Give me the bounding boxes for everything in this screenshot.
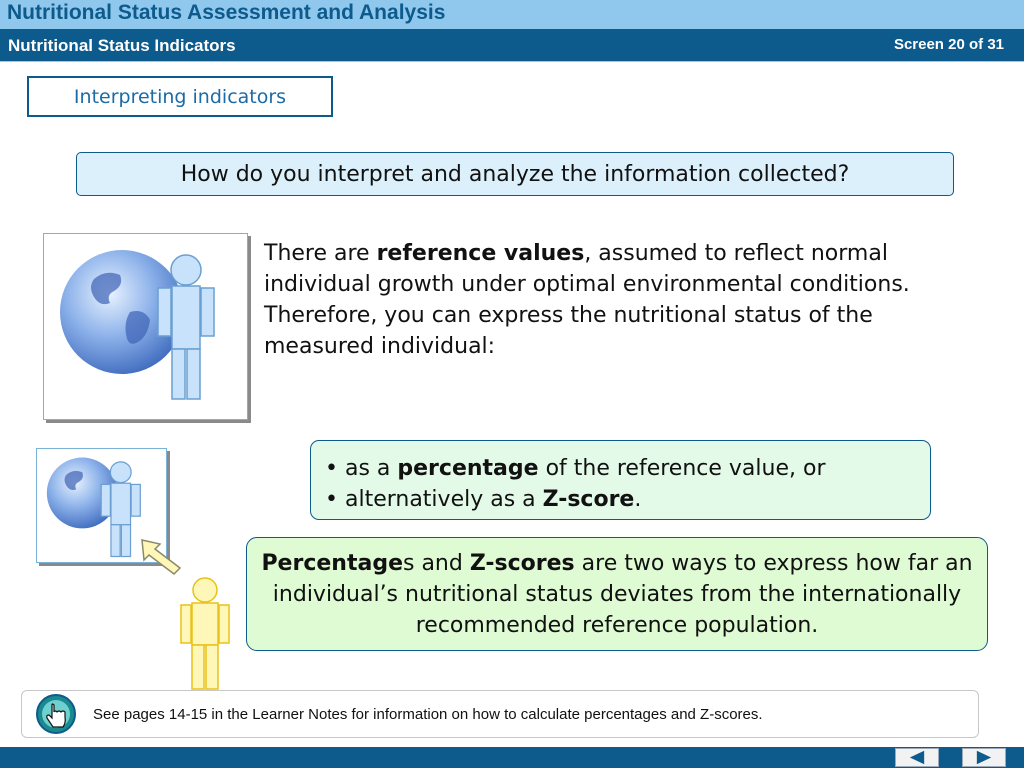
globe-person-image	[43, 233, 248, 420]
hand-clock-icon[interactable]	[35, 693, 77, 735]
bullet-z-score-pre: • alternatively as a	[325, 487, 543, 512]
section-bar	[0, 29, 1024, 62]
bullet-percentage-post: of the reference value, or	[538, 456, 826, 481]
summary-text-2: are two ways to express how far an individual’s nutritional status deviates from the internationally recommended reference population.	[272, 551, 973, 638]
tab-interpreting-indicators[interactable]: Interpreting indicators	[27, 76, 333, 117]
section-title: Nutritional Status Indicators	[8, 36, 236, 55]
reference-values-text	[264, 238, 984, 362]
learner-notes-tip	[21, 690, 979, 738]
bullet-z-score-post: .	[634, 487, 642, 512]
person-icon	[178, 575, 232, 690]
next-arrow-icon	[963, 749, 1005, 766]
percentage-term: percentage	[397, 456, 539, 481]
summary-box	[246, 537, 988, 651]
question-box: How do you interpret and analyze the information collected?	[76, 152, 954, 196]
previous-arrow-icon	[896, 749, 938, 766]
title-bar	[0, 0, 1024, 29]
expression-options-box	[310, 440, 931, 520]
app-title: Nutritional Status Assessment and Analysis	[7, 1, 446, 24]
previous-button[interactable]	[895, 748, 939, 767]
percentages-term: Percentage	[261, 551, 403, 576]
info-text-therefore: Therefore, you can express the nutritional status of the measured individual:	[264, 303, 873, 359]
navigation-bar	[0, 747, 1024, 768]
pointer-arrow-icon	[138, 536, 184, 576]
reference-values-term: reference values	[376, 241, 585, 266]
bullet-z-score	[325, 484, 916, 515]
z-score-term: Z-score	[542, 487, 635, 512]
learner-notes-text: See pages 14-15 in the Learner Notes for information on how to calculate percentages and Z-scores.	[93, 706, 763, 723]
bullet-percentage-pre: • as a	[325, 456, 398, 481]
summary-text-1: s and	[403, 551, 470, 576]
screen-counter: Screen 20 of 31	[893, 36, 1004, 53]
info-text-post: , assumed to reflect normal individual growth under optimal environmental conditions.	[264, 241, 910, 297]
info-text-pre: There are	[264, 241, 377, 266]
bullet-percentage	[325, 453, 916, 484]
next-button[interactable]	[962, 748, 1006, 767]
globe-person-icon	[44, 234, 247, 419]
z-scores-term: Z-scores	[469, 551, 575, 576]
